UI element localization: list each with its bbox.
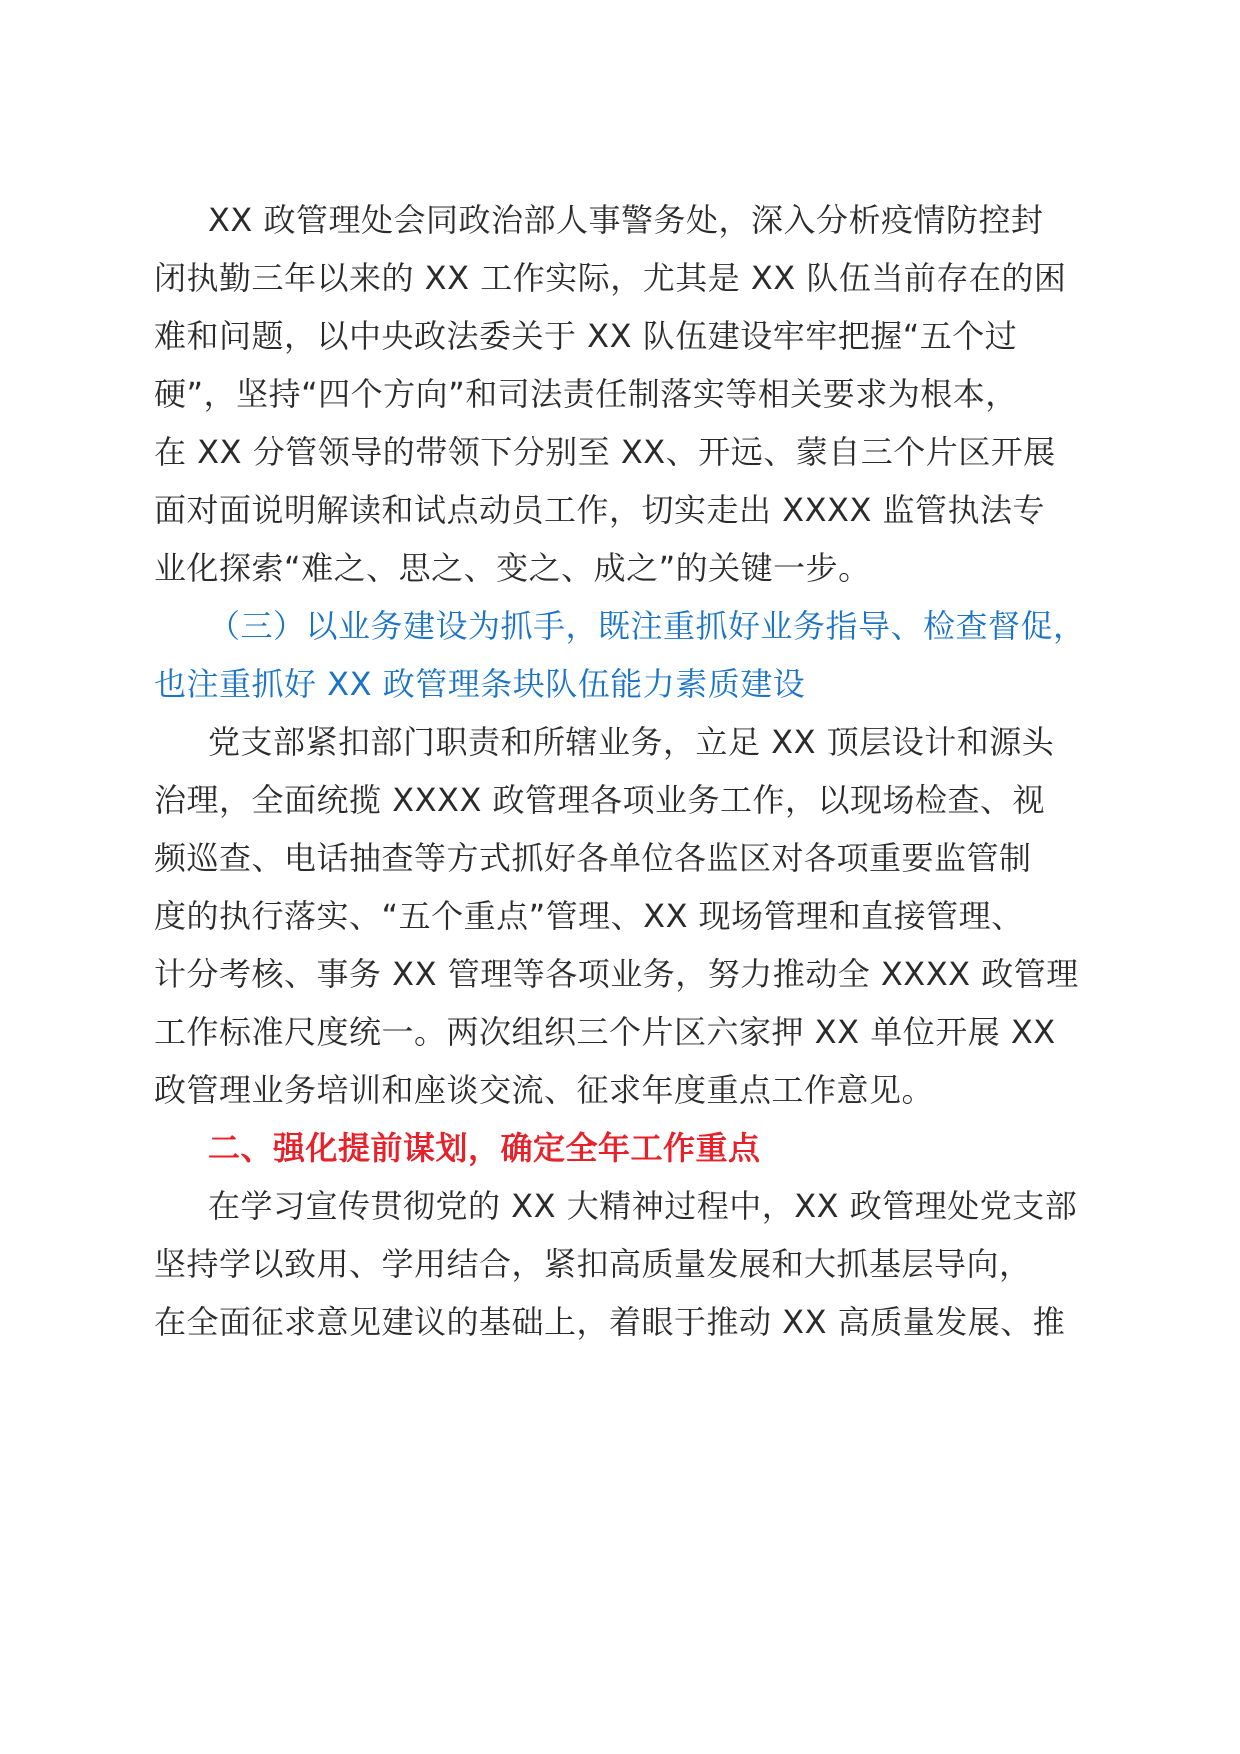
para2-line-4: 度的执行落实、“五个重点”管理、XX 现场管理和直接管理、 <box>154 897 1024 935</box>
para3-line-3: 在全面征求意见建议的基础上，着眼于推动 XX 高质量发展、推 <box>154 1303 1066 1341</box>
para2-line-2: 治理，全面统揽 XXXX 政管理各项业务工作，以现场检查、视 <box>154 781 1046 819</box>
para2-line-1: 党支部紧扣部门职责和所辖业务，立足 XX 顶层设计和源头 <box>208 723 1055 761</box>
para1-line-2: 闭执勤三年以来的 XX 工作实际，尤其是 XX 队伍当前存在的困 <box>154 259 1067 297</box>
para1-line-7: 业化探索“难之、思之、变之、成之”的关键一步。 <box>154 549 871 587</box>
para2-line-7: 政管理业务培训和座谈交流、征求年度重点工作意见。 <box>154 1071 935 1109</box>
para2-line-6: 工作标准尺度统一。两次组织三个片区六家押 XX 单位开展 XX <box>154 1013 1056 1051</box>
para1-line-3: 难和问题，以中央政法委关于 XX 队伍建设牢牢把握“五个过 <box>154 317 1018 355</box>
para2-line-5: 计分考核、事务 XX 管理等各项业务，努力推动全 XXXX 政管理 <box>154 955 1079 993</box>
para1-line-4: 硬”，坚持“四个方向”和司法责任制落实等相关要求为根本， <box>154 375 1018 413</box>
para1-line-6: 面对面说明解读和试点动员工作，切实走出 XXXX 监管执法专 <box>154 491 1046 529</box>
subheading-line-1: （三）以业务建设为抓手，既注重抓好业务指导、检查督促， <box>208 607 1086 645</box>
para1-line-1: XX 政管理处会同政治部人事警务处，深入分析疫情防控封 <box>208 201 1044 239</box>
section-heading: 二、强化提前谋划，确定全年工作重点 <box>208 1129 761 1167</box>
subheading-line-2: 也注重抓好 XX 政管理条块队伍能力素质建设 <box>154 665 806 703</box>
para2-line-3: 频巡查、电话抽查等方式抓好各单位各监区对各项重要监管制 <box>154 839 1032 877</box>
para3-line-2: 坚持学以致用、学用结合，紧扣高质量发展和大抓基层导向， <box>154 1245 1032 1283</box>
para3-line-1: 在学习宣传贯彻党的 XX 大精神过程中，XX 政管理处党支部 <box>208 1187 1078 1225</box>
para1-line-5: 在 XX 分管领导的带领下分别至 XX、开远、蒙自三个片区开展 <box>154 433 1056 471</box>
